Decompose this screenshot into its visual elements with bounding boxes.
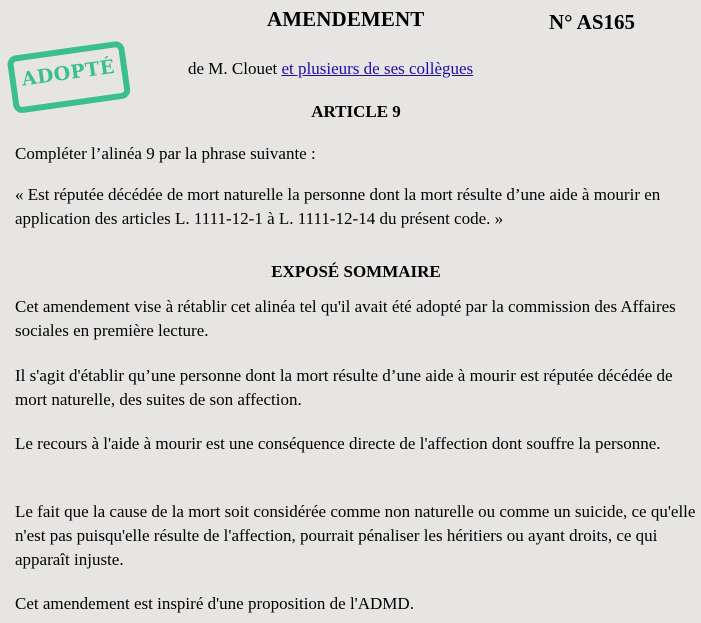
- expose-paragraph-5: Cet amendement est inspiré d'une proposition de l'ADMD.: [15, 594, 414, 613]
- stamp-label: ADOPTÉ: [20, 55, 117, 91]
- expose-paragraph-2: Il s'agit d'établir qu’une personne dont la mort résulte d’une aide à mourir est réputée décédée de mort naturelle, des suites de son affection.: [15, 366, 673, 409]
- article-instruction: Compléter l’alinéa 9 par la phrase suivante :: [15, 144, 316, 163]
- colleagues-link[interactable]: et plusieurs de ses collègues: [281, 59, 474, 78]
- authors-line: [188, 59, 473, 79]
- expose-title: EXPOSÉ SOMMAIRE: [271, 262, 441, 281]
- expose-paragraph-1: Cet amendement vise à rétablir cet alinéa tel qu'il avait été adopté par la commission des Affaires sociales en première lecture.: [15, 297, 676, 340]
- article-title: ARTICLE 9: [311, 102, 401, 121]
- authors-prefix: de M. Clouet: [188, 59, 282, 78]
- amendment-title: AMENDEMENT: [267, 7, 425, 31]
- expose-paragraph-4: Le fait que la cause de la mort soit considérée comme non naturelle ou comme un suicide, ce qu'elle n'est pas puisqu'elle résulte de l'affection, pourrait pénaliser les héritiers ou ayant droits, ce qui apparaît injuste.: [15, 502, 696, 569]
- amendment-number: N° AS165: [549, 10, 635, 34]
- expose-paragraph-3: Le recours à l'aide à mourir est une conséquence directe de l'affection dont souffre la personne.: [15, 434, 661, 453]
- article-quote: « Est réputée décédée de mort naturelle la personne dont la mort résulte d’une aide à mourir en application des articles L. 1111-12-1 à L. 1111-12-14 du présent code. »: [15, 185, 661, 228]
